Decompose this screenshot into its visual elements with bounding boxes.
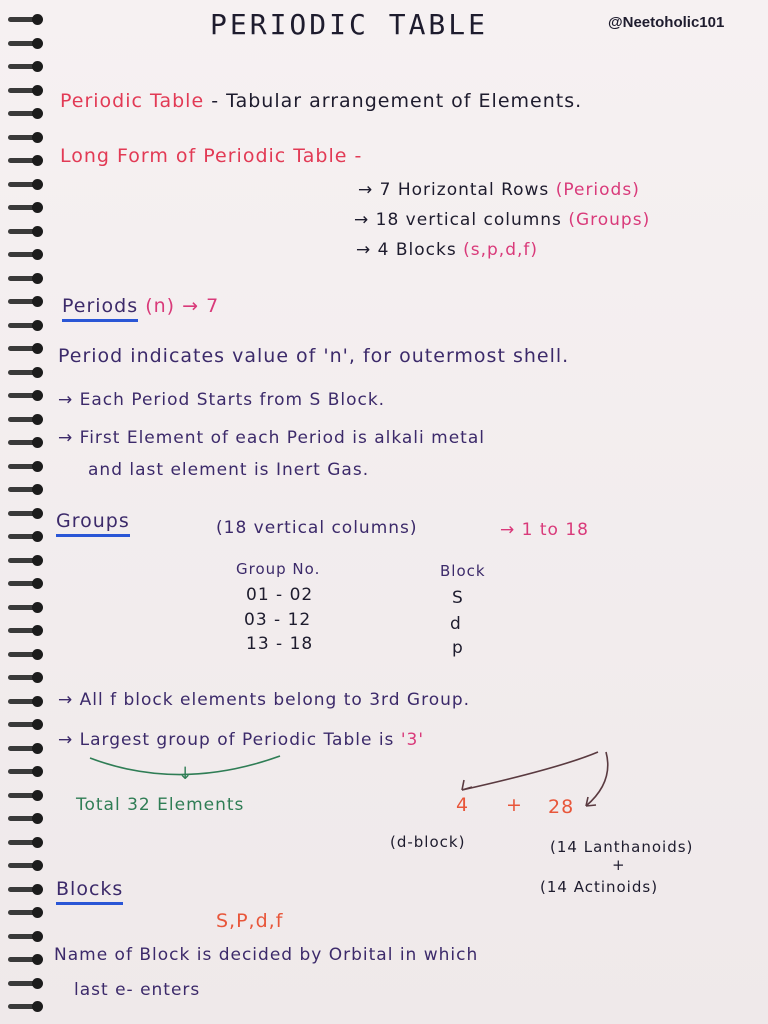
long-form-item: [354, 210, 650, 230]
long-form-item-text: → 18 vertical columns: [354, 210, 562, 230]
spiral-ring: [8, 1001, 42, 1013]
plus-label: +: [612, 856, 626, 874]
groups-heading: Groups: [56, 510, 130, 537]
spiral-binding: [0, 0, 48, 1024]
group-table-cell: p: [452, 638, 464, 658]
spiral-ring: [8, 320, 42, 332]
long-form-item-note: (Periods): [555, 180, 640, 200]
spiral-ring: [8, 907, 42, 919]
spiral-ring: [8, 108, 42, 120]
long-form-item-text: → 7 Horizontal Rows: [358, 180, 550, 200]
spiral-ring: [8, 437, 42, 449]
definition-term: Periodic Table: [60, 90, 205, 112]
groups-fact-line: [58, 730, 424, 750]
spiral-ring: [8, 790, 42, 802]
blocks-letters: S,P,d,f: [216, 910, 284, 932]
spiral-ring: [8, 766, 42, 778]
definition-dash: -: [211, 90, 220, 112]
periods-symbol: (n): [145, 295, 176, 317]
definition-text: Tabular arrangement of Elements.: [226, 90, 583, 112]
spiral-ring: [8, 508, 42, 520]
spiral-ring: [8, 555, 42, 567]
groups-fact-mid: of Periodic Table: [217, 730, 373, 750]
spiral-ring: [8, 226, 42, 238]
spiral-ring: [8, 85, 42, 97]
spiral-ring: [8, 61, 42, 73]
group-table-header: Group No.: [236, 560, 321, 578]
spiral-ring: [8, 884, 42, 896]
spiral-ring: [8, 296, 42, 308]
definition-line: [60, 90, 582, 112]
blocks-rule-continued: last e- enters: [74, 980, 201, 1000]
spiral-ring: [8, 132, 42, 144]
groups-total: Total 32 Elements: [76, 795, 245, 815]
spiral-ring: [8, 155, 42, 167]
groups-range: → 1 to 18: [500, 520, 589, 540]
groups-fact-value: '3': [400, 730, 424, 750]
periods-definition: Period indicates value of 'n', for outermost shell.: [58, 345, 570, 367]
spiral-ring: [8, 931, 42, 943]
long-form-heading: Long Form of Periodic Table -: [60, 145, 363, 167]
spiral-ring: [8, 625, 42, 637]
periods-bullet: → Each Period Starts from S Block.: [58, 390, 386, 410]
spiral-ring: [8, 602, 42, 614]
periods-heading: Periods: [62, 295, 138, 322]
spiral-ring: [8, 14, 42, 26]
spiral-ring: [8, 978, 42, 990]
spiral-ring: [8, 719, 42, 731]
long-form-item-note: (Groups): [568, 210, 651, 230]
spiral-ring: [8, 578, 42, 590]
spiral-ring: [8, 367, 42, 379]
spiral-ring: [8, 484, 42, 496]
spiral-ring: [8, 813, 42, 825]
blocks-heading: Blocks: [56, 878, 123, 905]
groups-fact-is: is: [378, 730, 395, 750]
spiral-ring: [8, 672, 42, 684]
actinoids-label: (14 Actinoids): [540, 878, 659, 896]
group-table-cell: d: [450, 614, 462, 634]
spiral-ring: [8, 743, 42, 755]
spiral-ring: [8, 38, 42, 50]
page-title: PERIODIC TABLE: [210, 8, 489, 41]
sum-plus: +: [506, 794, 523, 816]
group-table-cell: 13 - 18: [246, 634, 314, 654]
group-table-cell: 03 - 12: [244, 610, 312, 630]
groups-fact-prefix: → Largest group: [58, 730, 211, 750]
group-table-cell: 01 - 02: [246, 585, 314, 605]
spiral-ring: [8, 649, 42, 661]
spiral-ring: [8, 860, 42, 872]
long-form-item-text: → 4 Blocks: [356, 240, 457, 260]
periods-value: → 7: [182, 295, 220, 317]
spiral-ring: [8, 179, 42, 191]
spiral-ring: [8, 837, 42, 849]
spiral-ring: [8, 531, 42, 543]
periods-bullet: → First Element of each Period is alkali metal: [58, 428, 485, 448]
group-table-cell: S: [452, 588, 464, 608]
blocks-rule: Name of Block is decided by Orbital in which: [54, 945, 479, 965]
spiral-ring: [8, 202, 42, 214]
group-table-header: Block: [440, 562, 486, 580]
sum-term-b: 28: [548, 796, 575, 818]
spiral-ring: [8, 414, 42, 426]
spiral-ring: [8, 461, 42, 473]
long-form-item: [358, 180, 640, 200]
spiral-ring: [8, 954, 42, 966]
periods-heading-line: [62, 295, 219, 317]
spiral-ring: [8, 343, 42, 355]
long-form-item: [356, 240, 538, 260]
spiral-ring: [8, 696, 42, 708]
down-arrow-icon: ↓: [178, 764, 194, 784]
groups-description: (18 vertical columns): [216, 518, 418, 538]
periods-bullet-continued: and last element is Inert Gas.: [88, 460, 370, 480]
lanthanoids-label: (14 Lanthanoids): [550, 838, 694, 856]
sum-term-a: 4: [456, 794, 470, 816]
spiral-ring: [8, 273, 42, 285]
spiral-ring: [8, 390, 42, 402]
groups-fact: → All f block elements belong to 3rd Group.: [58, 690, 471, 710]
author-handle: @Neetoholic101: [608, 14, 725, 31]
d-block-label: (d-block): [390, 833, 466, 851]
long-form-item-note: (s,p,d,f): [463, 240, 539, 260]
spiral-ring: [8, 249, 42, 261]
